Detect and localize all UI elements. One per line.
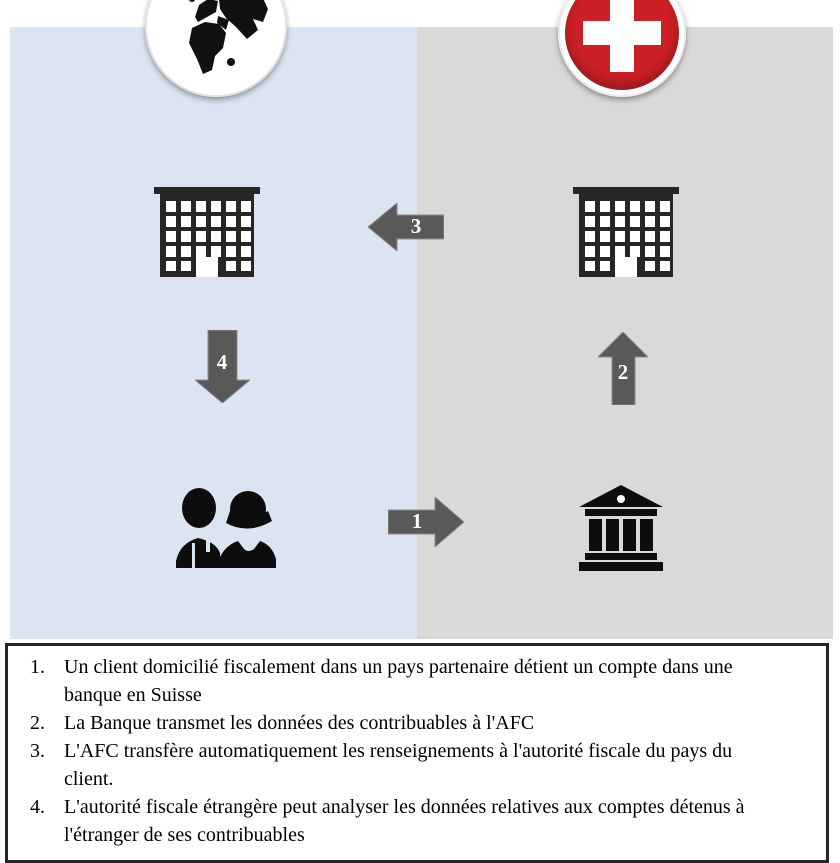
swiss-cross-icon: [583, 21, 661, 45]
legend-item-number: 4.: [30, 796, 45, 818]
arrow-step3-number: 3: [410, 214, 422, 238]
legend-item-2: [30, 709, 816, 737]
arrow-step3: [368, 203, 444, 251]
legend-item-number: 3.: [30, 740, 45, 762]
legend-box: [5, 643, 829, 863]
arrow-step4: [195, 330, 250, 403]
legend-item-text: L'autorité fiscale étrangère peut analyser les données relatives aux comptes détenus à l'étranger de ses contribuables: [64, 796, 745, 846]
arrow-step2: [598, 332, 648, 405]
legend-item-text: L'AFC transfère automatiquement les renseignements à l'autorité fiscale du pays du client.: [64, 740, 733, 790]
globe-badge: [145, 0, 287, 97]
legend-item-3: [30, 737, 816, 793]
arrow-step1-number: 1: [411, 509, 423, 533]
legend-item-number: 1.: [30, 656, 45, 678]
legend-list: [30, 653, 816, 849]
legend-item-4: [30, 793, 816, 849]
afc-building-icon: [571, 181, 681, 277]
client-people-icon: [168, 483, 280, 568]
swiss-flag-icon: [565, 0, 679, 90]
arrow-step1: [388, 497, 464, 547]
legend-item-text: La Banque transmet les données des contribuables à l'AFC: [64, 712, 535, 734]
globe-icon: [145, 0, 287, 97]
legend-item-1: [30, 653, 816, 709]
arrow-step2-number: 2: [617, 360, 629, 384]
bank-icon: [575, 483, 667, 571]
legend-item-text: Un client domicilié fiscalement dans un pays partenaire détient un compte dans une banque en Suisse: [64, 656, 733, 706]
arrow-step4-number: 4: [216, 350, 228, 374]
foreign-authority-building-icon: [152, 181, 262, 277]
legend-item-number: 2.: [30, 712, 45, 734]
